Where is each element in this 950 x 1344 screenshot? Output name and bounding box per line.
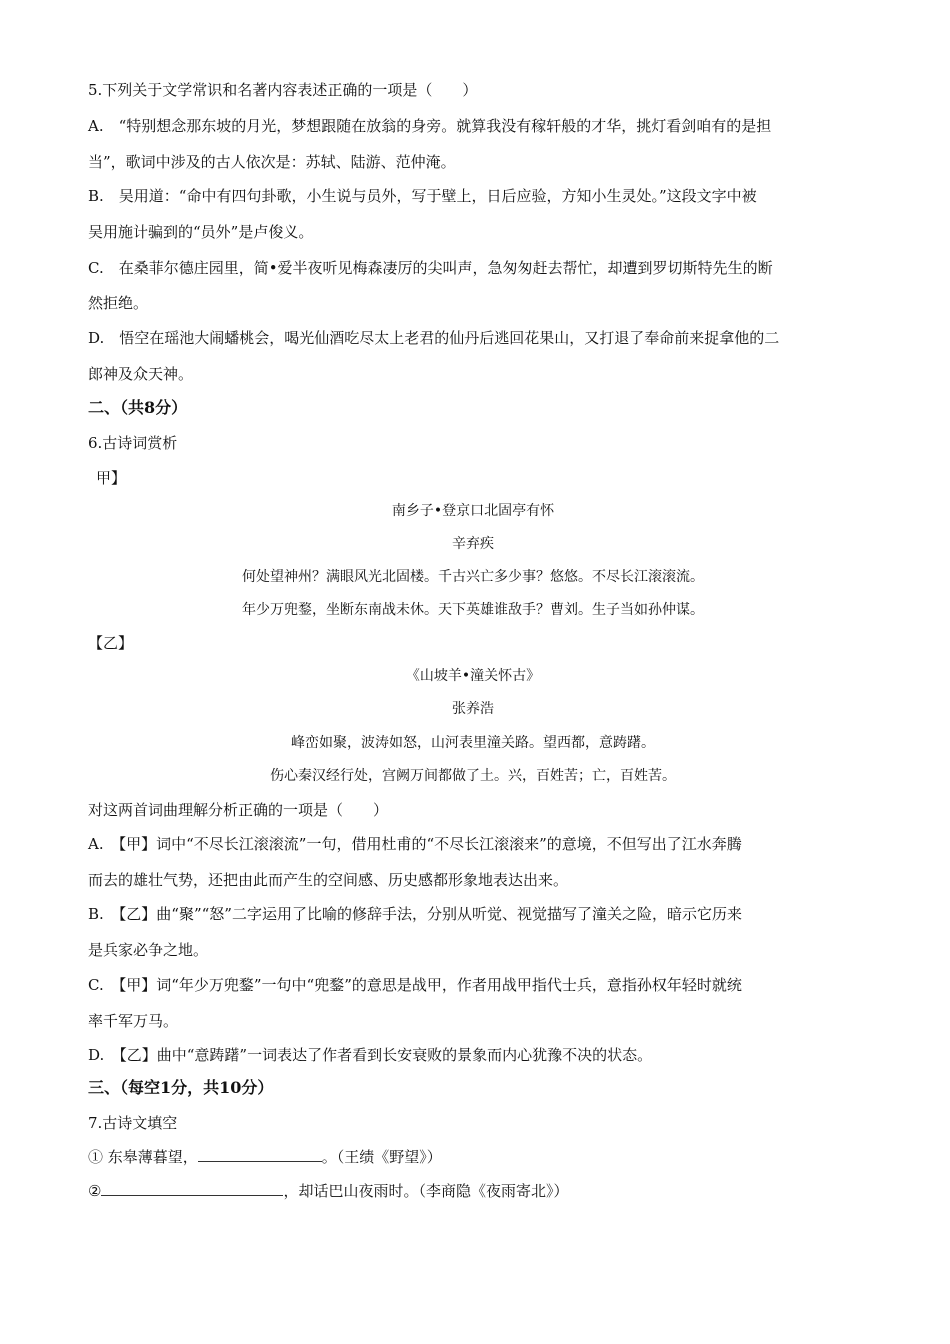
q7-blank-2[interactable] <box>101 1181 283 1196</box>
q6-yi-title: 《山坡羊•潼关怀古》 <box>405 668 541 684</box>
q7-item-2-prefix: ② <box>88 1182 102 1200</box>
q5-option-a-line1: A. “特别想念那东坡的月光，梦想跟随在放翁的身旁。就算我没有稼轩般的才华，挑灯看剑咱有的是担 <box>88 117 772 135</box>
q6-yi-line2: 伤心秦汉经行处，宫阙万间都做了土。兴，百姓苦；亡，百姓苦。 <box>270 768 676 784</box>
q6-yi-label: 【乙】 <box>88 634 134 652</box>
q6-yi-line1: 峰峦如聚，波涛如怒，山河表里潼关路。望西都，意踌躇。 <box>291 735 655 751</box>
q6-jia-line1: 何处望神州？满眼风光北固楼。千古兴亡多少事？悠悠。不尽长江滚滚流。 <box>242 569 704 585</box>
q6-option-a-line1: A. 【甲】词中“不尽长江滚滚流”一句，借用杜甫的“不尽长江滚滚来”的意境，不但写出了江水奔腾 <box>88 835 742 853</box>
q6-jia-author: 辛弃疾 <box>452 536 494 552</box>
q6-option-b-line2: 是兵家必争之地。 <box>88 941 209 959</box>
q7-item-1-prefix: ① 东皋薄暮望， <box>88 1148 198 1166</box>
q5-option-d-line1: D. 悟空在瑶池大闹蟠桃会，喝光仙酒吃尽太上老君的仙丹后逃回花果山，又打退了奉命前来捉拿他的二 <box>88 329 780 347</box>
q7-item-2 <box>88 1181 858 1201</box>
q5-option-c-line2: 然拒绝。 <box>88 294 149 312</box>
q7-stem: 7.古诗文填空 <box>88 1114 178 1132</box>
q6-option-a-line2: 而去的雄壮气势，还把由此而产生的空间感、历史感都形象地表达出来。 <box>88 871 569 889</box>
q6-jia-line2: 年少万兜鍪，坐断东南战未休。天下英雄谁敌手？曹刘。生子当如孙仲谋。 <box>242 602 704 618</box>
q5-stem: 5.下列关于文学常识和名著内容表述正确的一项是（ ） <box>88 81 478 99</box>
q5-option-c-line1: C. 在桑菲尔德庄园里，简•爱半夜听见梅森凄厉的尖叫声，急匆匆赶去帮忙，却遭到罗切斯特先生的断 <box>88 259 773 277</box>
q6-option-b-line1: B. 【乙】曲“聚”“怒”二字运用了比喻的修辞手法，分别从听觉、视觉描写了潼关之险，暗示它历来 <box>88 905 742 923</box>
q6-option-d: D. 【乙】曲中“意踌躇”一词表达了作者看到长安衰败的景象而内心犹豫不决的状态。 <box>88 1046 653 1064</box>
section-3-title: 三、（每空1分，共10分） <box>88 1078 274 1097</box>
q6-jia-label: 甲】 <box>96 469 127 487</box>
q7-item-1-suffix: 。（王绩《野望》） <box>321 1148 442 1166</box>
q6-option-c-line2: 率千军万马。 <box>88 1012 179 1030</box>
q7-blank-1[interactable] <box>198 1147 322 1162</box>
q6-jia-title: 南乡子•登京口北固亭有怀 <box>391 503 555 519</box>
q5-option-b-line1: B. 吴用道：“命中有四句卦歌，小生说与员外，写于壁上，日后应验，方知小生灵处。”这段文字中被 <box>88 187 757 205</box>
q5-option-d-line2: 郎神及众天神。 <box>88 365 194 383</box>
q5-option-b-line2: 吴用施计骗到的“员外”是卢俊义。 <box>88 223 314 241</box>
q6-yi-author: 张养浩 <box>452 701 494 717</box>
section-2-title: 二、（共8分） <box>88 398 188 417</box>
q5-option-a-line2: 当”，歌词中涉及的古人依次是：苏轼、陆游、范仲淹。 <box>88 153 456 171</box>
q6-question: 对这两首词曲理解分析正确的一项是（ ） <box>88 801 389 819</box>
q7-item-2-suffix: ，却话巴山夜雨时。（李商隐《夜雨寄北》） <box>283 1182 569 1200</box>
q6-option-c-line1: C. 【甲】词“年少万兜鍪”一句中“兜鍪”的意思是战甲，作者用战甲指代士兵，意指孙权年轻时就统 <box>88 976 742 994</box>
q7-item-1 <box>88 1147 858 1167</box>
q6-stem: 6.古诗词赏析 <box>88 434 178 452</box>
